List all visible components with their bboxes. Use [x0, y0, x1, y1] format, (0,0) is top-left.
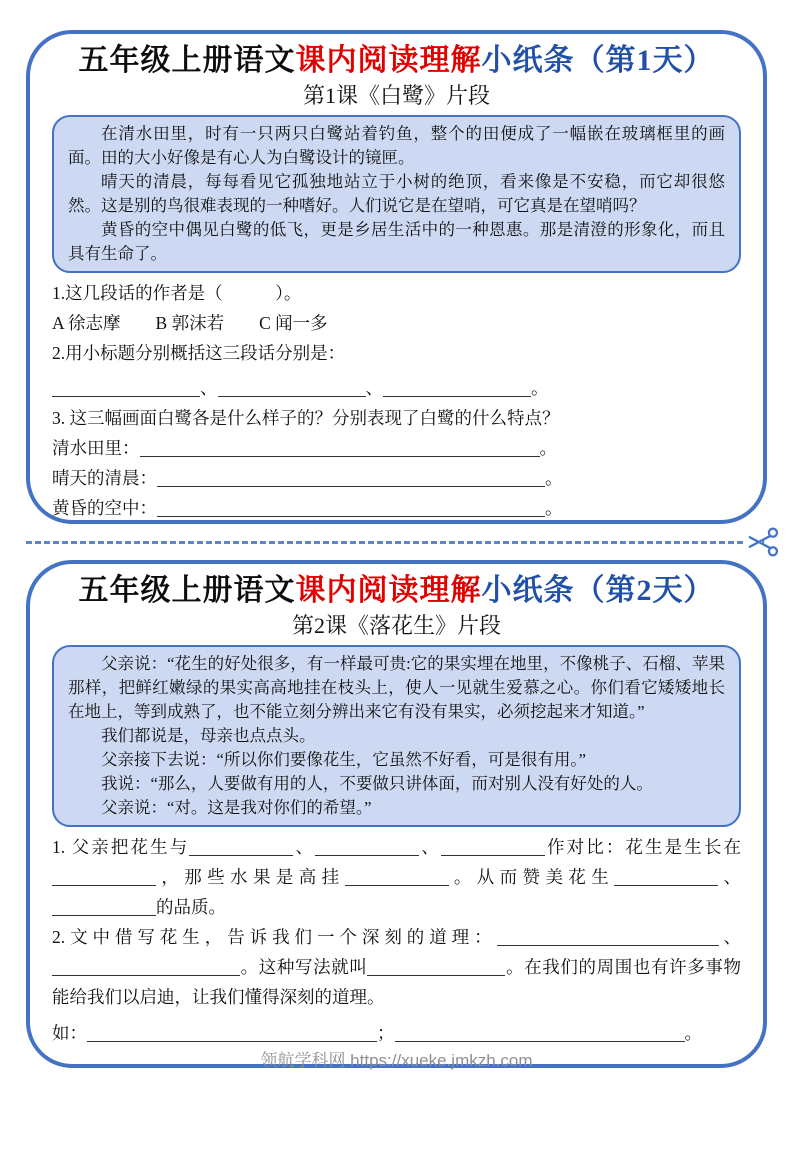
lesson-subtitle: 第2课《落花生》片段	[291, 613, 501, 638]
answer-line	[52, 433, 741, 463]
answer-line	[52, 463, 741, 493]
answer-line	[52, 493, 741, 523]
answer-blank[interactable]	[52, 379, 200, 397]
answer-blank[interactable]	[157, 469, 545, 487]
answer-blank[interactable]	[52, 868, 156, 886]
question-line	[52, 403, 741, 433]
questions-day2	[52, 832, 741, 1048]
question-text: 晴天的清晨：	[52, 468, 157, 488]
answer-blank[interactable]	[367, 958, 505, 976]
passage-paragraph: 黄昏的空中偶见白鹭的低飞，更是乡居生活中的一种恩惠。那是清澄的形象化，而且具有生命了。	[68, 220, 725, 263]
answer-blank[interactable]	[614, 868, 718, 886]
lesson-subtitle: 第1课《白鹭》片段	[302, 83, 490, 108]
question-text: 。	[545, 468, 563, 488]
question-text: 。	[684, 1023, 702, 1043]
answer-line	[52, 1018, 741, 1048]
answer-blank[interactable]	[218, 379, 366, 397]
title-part-grade: 五年级上册语文	[78, 574, 296, 607]
question-text: 。	[545, 498, 563, 518]
passage-paragraph: 父亲接下去说：“所以你们要像花生，它虽然不好看，可是很有用。”	[101, 750, 586, 769]
passage-paragraph: 我说：“那么，人要做有用的人，不要做只讲体面，而对别人没有好处的人。	[101, 774, 653, 793]
question-text: 。这种写法就叫	[240, 957, 368, 977]
answer-blank[interactable]	[345, 868, 449, 886]
passage-paragraph: 晴天的清晨，每每看见它孤独地站立于小树的绝顶，看来像是不安稳，而它却很悠然。这是别的鸟很难表现的一种嗜好。人们说它是在望哨，可它真是在望哨吗？	[68, 172, 725, 215]
answer-blank[interactable]	[395, 1024, 685, 1042]
choice-options-line	[52, 308, 741, 338]
question-text: 2.用小标题分别概括这三段话分别是：	[52, 343, 346, 363]
answer-blank[interactable]	[441, 838, 545, 856]
questions-day1	[52, 278, 741, 523]
title-part-day: 小纸条（第1天）	[481, 44, 715, 77]
passage-panel	[52, 645, 741, 827]
answer-blank[interactable]	[189, 838, 293, 856]
question-text: 。从而赞美花生	[448, 867, 615, 887]
footer-watermark: 领航学科网 https://xueke.jmkzh.com	[260, 1051, 533, 1070]
question-text: 作对比：花生是生长在	[544, 837, 742, 857]
question-text: 、	[718, 867, 742, 887]
question-text: 、	[200, 378, 218, 398]
worksheet-title	[52, 42, 741, 80]
answer-blank[interactable]	[52, 898, 156, 916]
question-text: 。	[531, 378, 549, 398]
question-text: 黄昏的空中：	[52, 498, 157, 518]
worksheet-title	[52, 572, 741, 610]
question-text: ，那些水果是高挂	[156, 867, 345, 887]
worksheet-card-day1	[26, 30, 767, 524]
title-part-grade: 五年级上册语文	[78, 44, 296, 77]
dashed-divider	[26, 541, 743, 544]
worksheet-page	[0, 30, 793, 1152]
question-line	[52, 338, 741, 368]
answer-blank[interactable]	[383, 379, 531, 397]
passage-panel	[52, 115, 741, 273]
answer-blank[interactable]	[157, 499, 545, 517]
passage-paragraph: 父亲说：“对。这是我对你们的希望。”	[101, 798, 372, 817]
question-line	[52, 922, 741, 1012]
answer-blank[interactable]	[140, 439, 540, 457]
question-text: 1. 父亲把花生与	[52, 837, 190, 857]
answer-blanks-line	[52, 373, 741, 403]
scissors-icon	[745, 524, 781, 560]
question-text: 1.这几段话的作者是（ ）。	[52, 283, 302, 303]
question-text: 3. 这三幅画面白鹭各是什么样子的？分别表现了白鹭的什么特点？	[52, 408, 560, 428]
question-text: 、	[293, 837, 316, 857]
question-text: 2.文中借写花生，告诉我们一个深刻的道理：	[52, 927, 497, 947]
question-text: 如：	[52, 1023, 87, 1043]
question-text: 、	[365, 378, 383, 398]
answer-blank[interactable]	[52, 958, 240, 976]
question-text: ；	[377, 1023, 395, 1043]
passage-paragraph: 父亲说：“花生的好处很多，有一样最可贵:它的果实埋在地里，不像桃子、石榴、苹果那样，把鲜红嫩绿的果实高高地挂在枝头上，使人一见就生爱慕之心。你们看它矮矮地长在地上，等到成熟了，也不能立刻分辨出来它有没有果实，必须挖起来才知道。”	[68, 654, 725, 721]
worksheet-card-day2	[26, 560, 767, 1068]
question-text: 、	[718, 927, 742, 947]
title-part-reading: 课内阅读理解	[295, 574, 482, 607]
question-text: 、	[419, 837, 441, 857]
question-text: 清水田里：	[52, 438, 140, 458]
question-text: A 徐志摩 B 郭沫若 C 闻一多	[52, 313, 328, 333]
question-line	[52, 832, 741, 922]
question-text: 。在我们的周围也有许多事物能给我们以启迪，让我们懂得深刻的道理。	[52, 957, 741, 1007]
title-part-reading: 课内阅读理解	[295, 44, 482, 77]
answer-blank[interactable]	[497, 928, 719, 946]
cut-line	[26, 524, 781, 560]
question-text: 的品质。	[156, 897, 226, 917]
passage-paragraph: 我们都说是，母亲也点点头。	[101, 726, 316, 745]
passage-paragraph: 在清水田里，时有一只两只白鹭站着钓鱼，整个的田便成了一幅嵌在玻璃框里的画面。田的大小好像是有心人为白鹭设计的镜匣。	[68, 124, 725, 167]
question-text: 。	[539, 438, 557, 458]
answer-blank[interactable]	[315, 838, 419, 856]
answer-blank[interactable]	[87, 1024, 377, 1042]
question-line	[52, 278, 741, 308]
title-part-day: 小纸条（第2天）	[481, 574, 715, 607]
